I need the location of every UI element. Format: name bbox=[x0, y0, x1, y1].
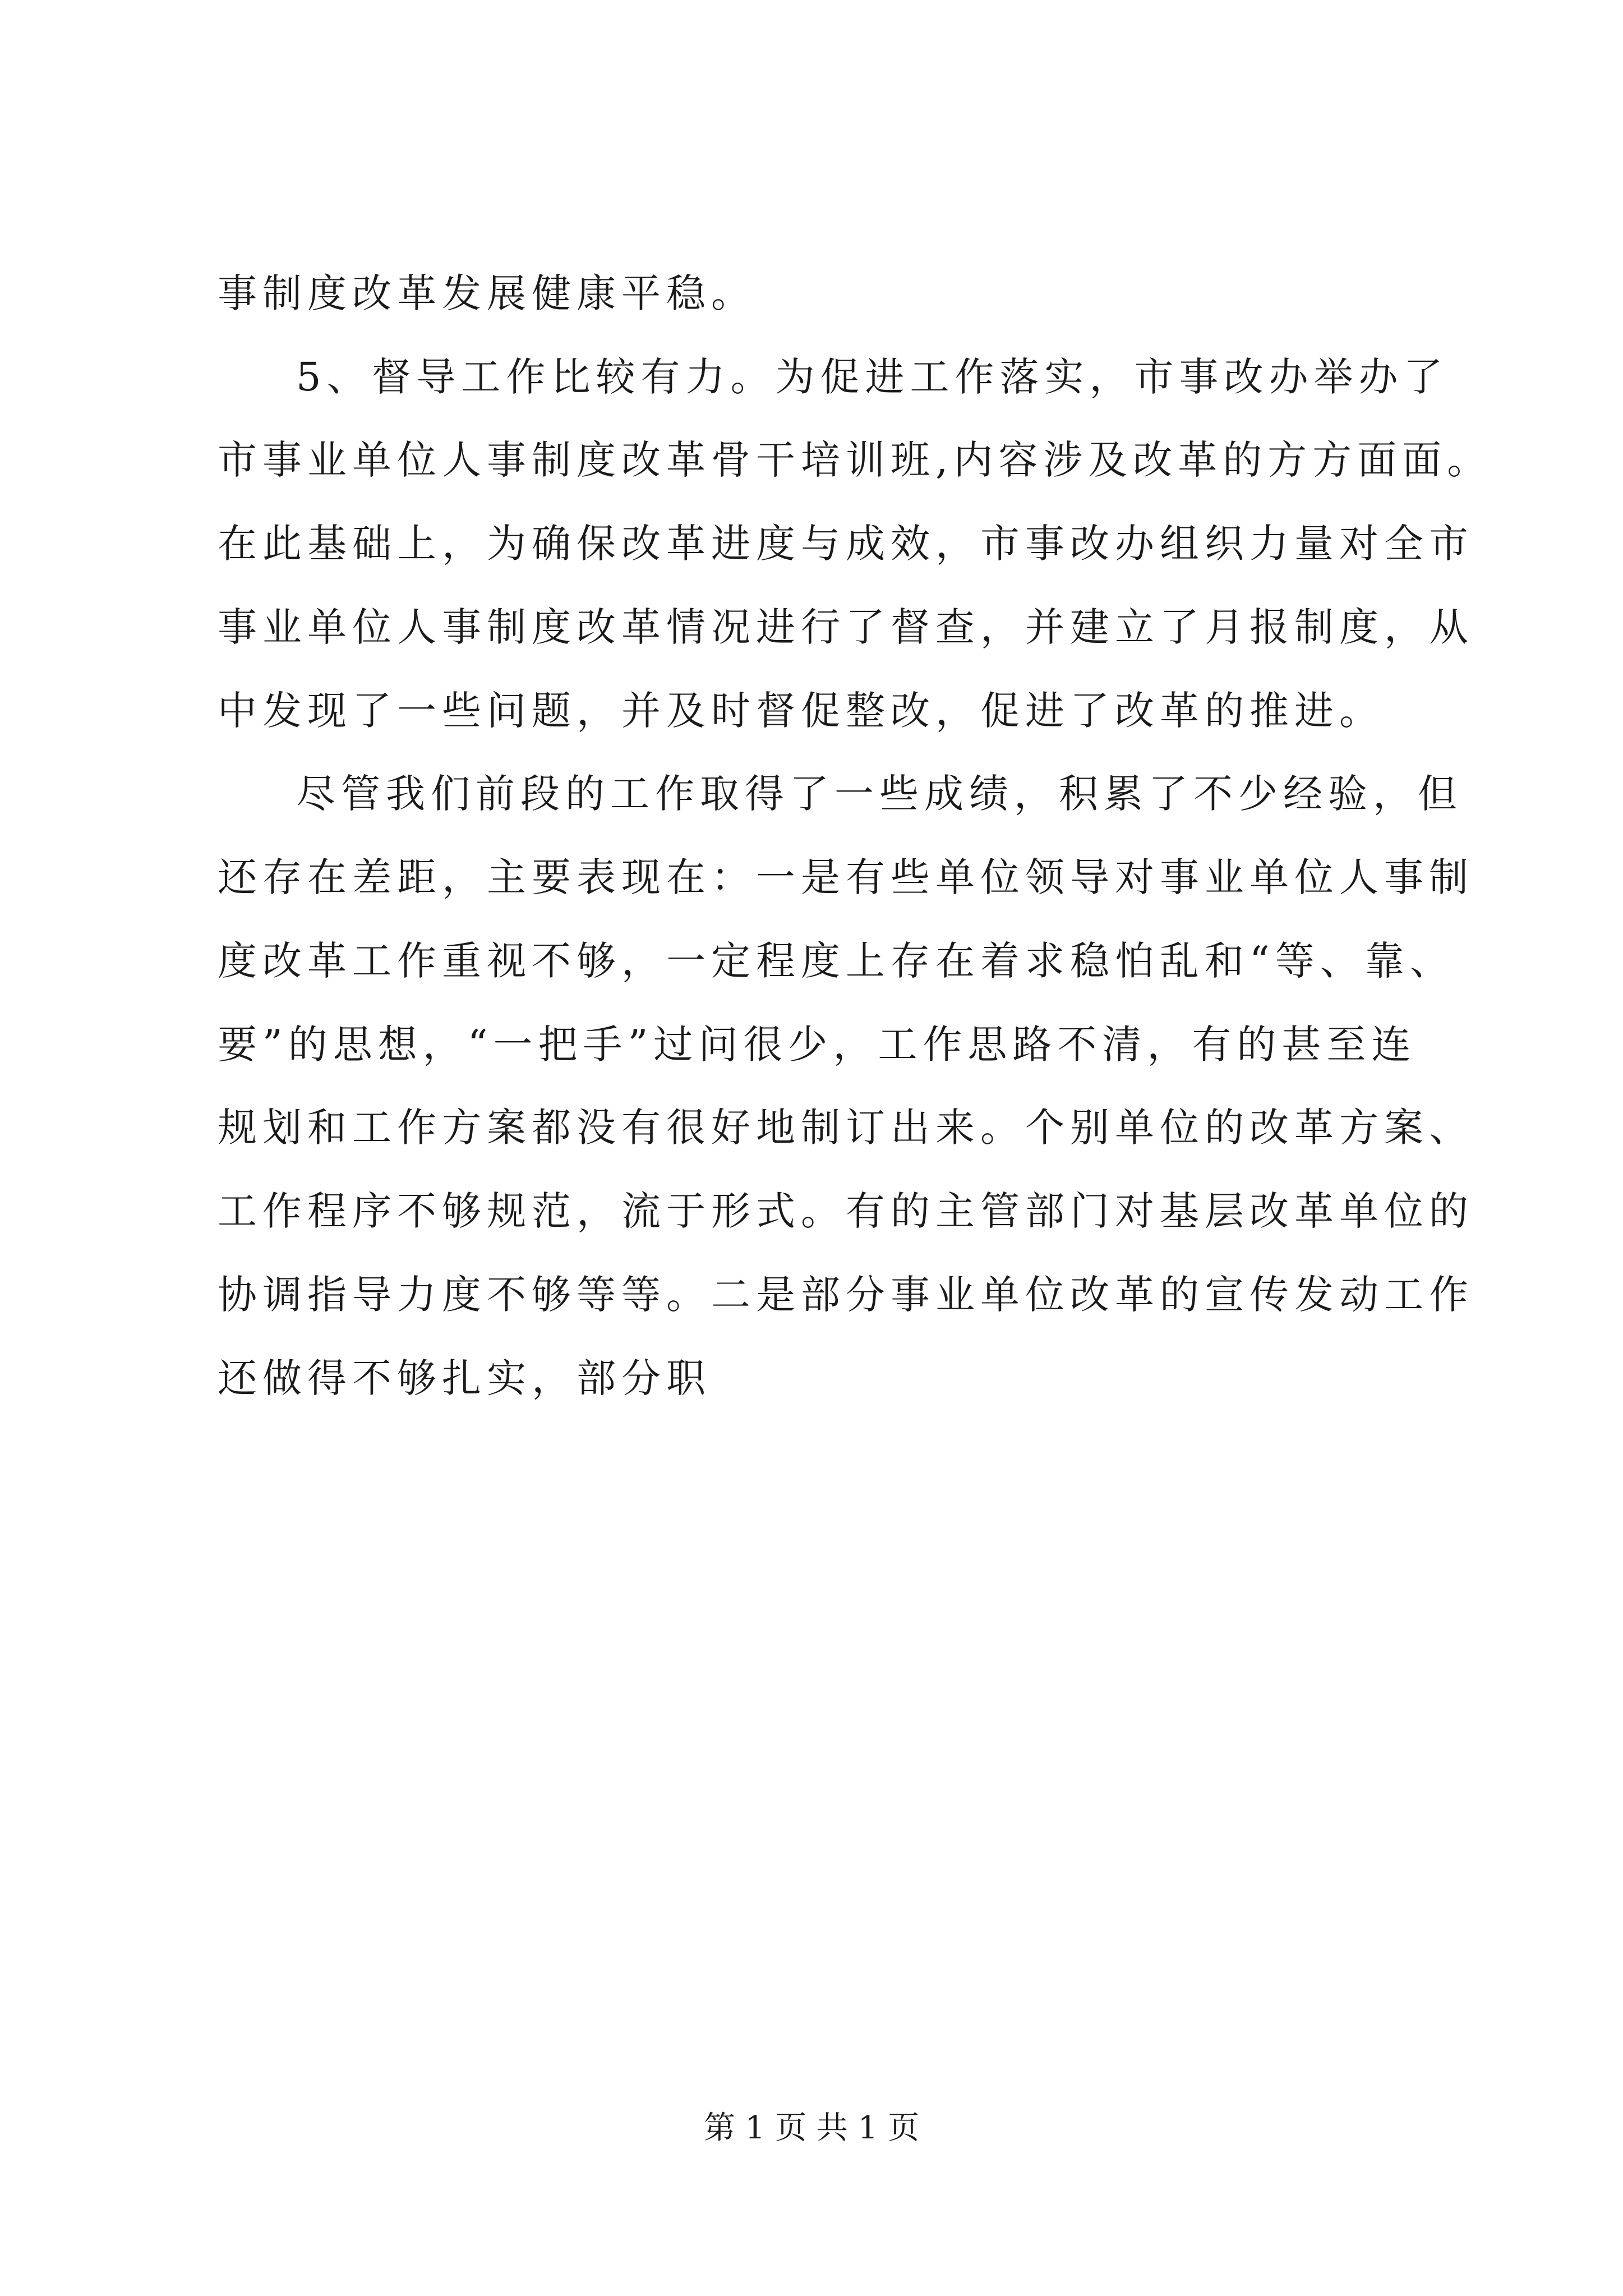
paragraph-line: 中发现了一些问题，并及时督促整改，促进了改革的推进。 bbox=[218, 688, 1384, 734]
paragraph-line: 在此基础上，为确保改革进度与成效，市事改办组织力量对全市 bbox=[218, 521, 1474, 567]
paragraph-line: 5、督导工作比较有力。为促进工作落实，市事改办举办了 bbox=[296, 354, 1449, 400]
paragraph-line: 还做得不够扎实，部分职 bbox=[218, 1355, 711, 1401]
paragraph-line: 工作程序不够规范，流于形式。有的主管部门对基层改革单位的 bbox=[218, 1188, 1474, 1234]
paragraph-line: 规划和工作方案都没有很好地制订出来。个别单位的改革方案、 bbox=[218, 1105, 1474, 1151]
paragraph-line: 市事业单位人事制度改革骨干培训班,内容涉及改革的方方面面。 bbox=[218, 437, 1492, 483]
paragraph-line: 事制度改革发展健康平稳。 bbox=[218, 270, 756, 316]
paragraph-line: 要”的思想，“一把手”过问很少，工作思路不清，有的甚至连 bbox=[218, 1022, 1417, 1068]
paragraph-line: 协调指导力度不够等等。二是部分事业单位改革的宣传发动工作 bbox=[218, 1272, 1474, 1318]
paragraph-line: 还存在差距，主要表现在：一是有些单位领导对事业单位人事制 bbox=[218, 854, 1474, 900]
page-footer: 第 1 页 共 1 页 bbox=[703, 2110, 920, 2146]
paragraph-line: 事业单位人事制度改革情况进行了督查，并建立了月报制度，从 bbox=[218, 604, 1474, 650]
paragraph-line: 度改革工作重视不够，一定程度上存在着求稳怕乱和“等、靠、 bbox=[218, 938, 1455, 984]
paragraph-line: 尽管我们前段的工作取得了一些成绩，积累了不少经验，但 bbox=[296, 771, 1463, 817]
